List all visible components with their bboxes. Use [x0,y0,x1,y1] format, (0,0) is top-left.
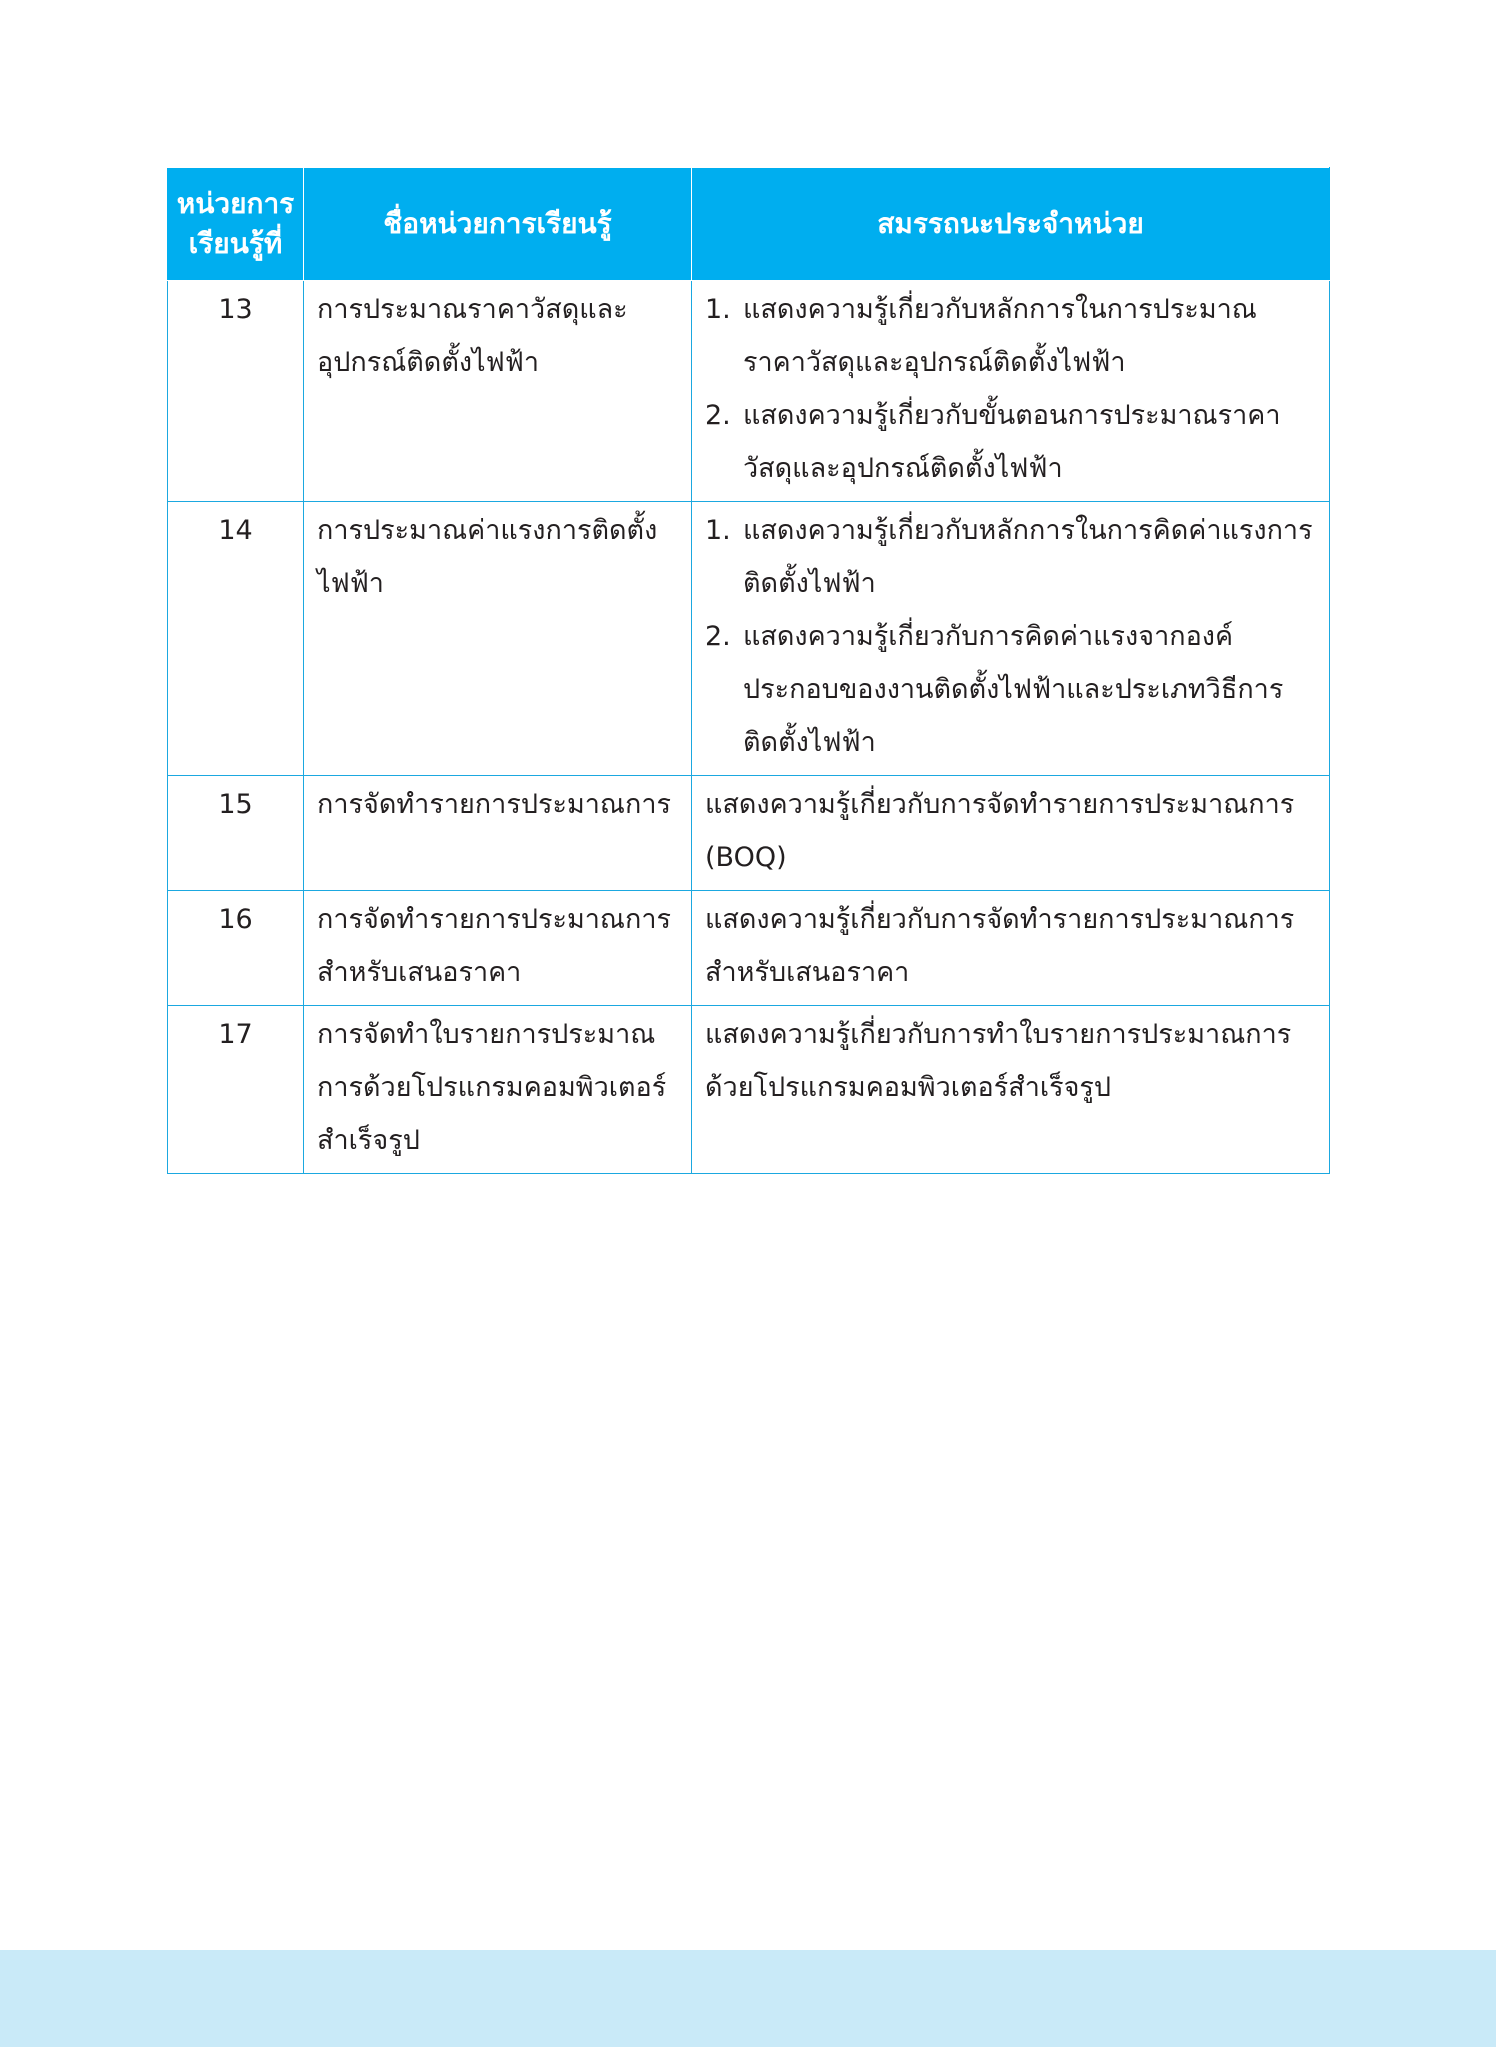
header-unit-number-line2: เรียนรู้ที่ [188,227,283,260]
table-header-row [168,168,1330,281]
header-competency: สมรรถนะประจำหน่วย [692,168,1330,281]
competency-item [705,610,1317,769]
footer-band [0,1950,1496,2047]
table-row [168,502,1330,776]
table-row [168,776,1330,891]
unit-competency [692,281,1330,502]
unit-name: การจัดทำรายการประมาณการสำหรับเสนอราคา [304,891,692,1006]
unit-number: 15 [168,776,304,891]
unit-competency: แสดงความรู้เกี่ยวกับการทำใบรายการประมาณการด้วยโปรแกรมคอมพิวเตอร์สำเร็จรูป [692,1006,1330,1174]
competency-text: แสดงความรู้เกี่ยวกับหลักการในการคิดค่าแรงการติดตั้งไฟฟ้า [743,515,1313,599]
unit-competency: แสดงความรู้เกี่ยวกับการจัดทำรายการประมาณการสำหรับเสนอราคา [692,891,1330,1006]
unit-number: 14 [168,502,304,776]
competency-index: 2. [705,621,731,652]
competency-index: 1. [705,294,731,325]
unit-competency: แสดงความรู้เกี่ยวกับการจัดทำรายการประมาณการ (BOQ) [692,776,1330,891]
unit-number: 16 [168,891,304,1006]
table-row [168,1006,1330,1174]
competency-item [705,283,1317,389]
unit-number: 17 [168,1006,304,1174]
header-unit-name: ชื่อหน่วยการเรียนรู้ [304,168,692,281]
header-unit-number-line1: หน่วยการ [176,187,295,220]
competency-item [705,504,1317,610]
competency-list [705,504,1317,769]
competency-index: 1. [705,515,731,546]
competency-index: 2. [705,400,731,431]
competency-text: แสดงความรู้เกี่ยวกับการคิดค่าแรงจากองค์ประกอบของงานติดตั้งไฟฟ้าและประเภทวิธีการติดตั้งไฟฟ้า [743,621,1284,758]
unit-name: การจัดทำใบรายการประมาณการด้วยโปรแกรมคอมพิวเตอร์สำเร็จรูป [304,1006,692,1174]
competency-text: แสดงความรู้เกี่ยวกับหลักการในการประมาณราคาวัสดุและอุปกรณ์ติดตั้งไฟฟ้า [743,294,1257,378]
table-row [168,891,1330,1006]
table-row [168,281,1330,502]
unit-name: การจัดทำรายการประมาณการ [304,776,692,891]
unit-competency [692,502,1330,776]
learning-units-table [167,167,1330,1174]
competency-list [705,283,1317,495]
unit-name: การประมาณค่าแรงการติดตั้งไฟฟ้า [304,502,692,776]
unit-name: การประมาณราคาวัสดุและอุปกรณ์ติดตั้งไฟฟ้า [304,281,692,502]
header-unit-number [168,168,304,281]
competency-text: แสดงความรู้เกี่ยวกับขั้นตอนการประมาณราคาวัสดุและอุปกรณ์ติดตั้งไฟฟ้า [743,400,1281,484]
unit-number: 13 [168,281,304,502]
competency-item [705,389,1317,495]
